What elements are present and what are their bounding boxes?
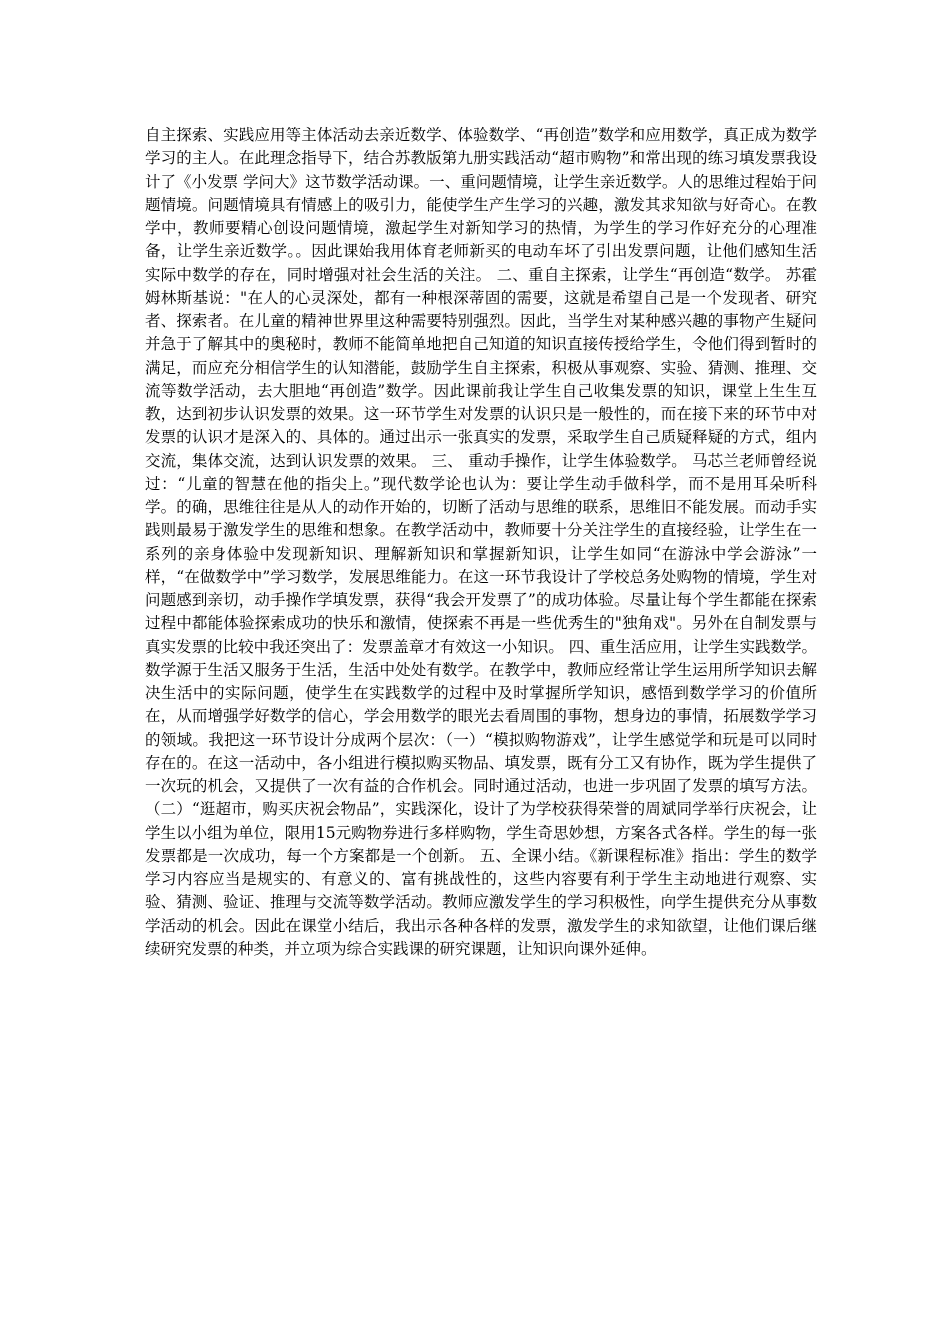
body-paragraph: 自主探索、实践应用等主体活动去亲近数学、体验数学、“再创造”数学和应用数学，真正成为数学学习的主人。在此理念指导下，结合苏教版第九册实践活动“超市购物”和常出现的练习填发票我设计了《小发票 学问大》这节数学活动课。一、重问题情境，让学生亲近数学。人的思维过程始于问题情境。问题情境具有情感上的吸引力，能使学生产生学习的兴趣，激发其求知欲与好奇心。在教学中，教师要精心创设问题情境，激起学生对新知学习的热情，为学生的学习作好充分的心理准备，让学生亲近数学。。因此课始我用体育老师新买的电动车坏了引出发票问题，让他们感知生活实际中数学的存在，同时增强对社会生活的关注。 二、重自主探索，让学生“再创造“数学。 苏霍姆林斯基说："在人的心灵深处，都有一种根深蒂固的需要，这就是希望自己是一个发现者、研究者、探索者。在儿童的精神世界里这种需要特别强烈。因此，当学生对某种感兴趣的事物产生疑问并急于了解其中的奥秘时，教师不能简单地把自己知道的知识直接传授给学生，令他们得到暂时的满足，而应充分相信学生的认知潜能，鼓励学生自主探索，积极从事观察、实验、猜测、推理、交流等数学活动，去大胆地“再创造”数学。因此课前我让学生自己收集发票的知识，课堂上生生互教，达到初步认识发票的效果。这一环节学生对发票的认识只是一般性的，而在接下来的环节中对发票的认识才是深入的、具体的。通过出示一张真实的发票，采取学生自己质疑释疑的方式，组内交流，集体交流，达到认识发票的效果。 三、 重动手操作，让学生体验数学。 马芯兰老师曾经说过：“儿童的智慧在他的指尖上。”现代数学论也认为：要让学生动手做科学，而不是用耳朵听科学。的确，思维往往是从人的动作开始的，切断了活动与思维的联系，思维旧不能发展。而动手实践则最易于激发学生的思维和想象。在教学活动中，教师要十分关注学生的直接经验，让学生在一系列的亲身体验中发现新知识、理解新知识和掌握新知识，让学生如同“在游泳中学会游泳”一样，“在做数学中”学习数学，发展思维能力。在这一环节我设计了学校总务处购物的情境，学生对问题感到亲切，动手操作学填发票，获得“我会开发票了”的成功体验。尽量让每个学生都能在探索过程中都能体验探索成功的快乐和激情，使探索不再是一些优秀生的"独角戏"。另外在自制发票与真实发票的比较中我还突出了：发票盖章才有效这一小知识。 四、重生活应用，让学生实践数学。数学源于生活又服务于生活，生活中处处有数学。在教学中，教师应经常让学生运用所学知识去解决生活中的实际问题，使学生在实践数学的过程中及时掌握所学知识，感悟到数学学习的价值所在，从而增强学好数学的信心，学会用数学的眼光去看周围的事物，想身边的事情，拓展数学学习的领域。我把这一环节设计分成两个层次：（一）“模拟购物游戏”，让学生感觉学和玩是可以同时存在的。在这一活动中，各小组进行模拟购买物品、填发票，既有分工又有协作，既为学生提供了一次玩的机会，又提供了一次有益的合作机会。同时通过活动，也进一步巩固了发票的填写方法。（二）“逛超市，购买庆祝会物品”，实践深化，设计了为学校获得荣誉的周斌同学举行庆祝会，让学生以小组为单位，限用15元购物券进行多样购物，学生奇思妙想，方案各式各样。学生的每一张发票都是一次成功，每一个方案都是一个创新。 五、全课小结。《新课程标准》指出：学生的数学学习内容应当是规实的、有意义的、富有挑战性的，这些内容要有利于学生主动地进行观察、实验、猜测、验证、推理与交流等数学活动。教师应激发学生的学习积极性，向学生提供充分从事数学活动的机会。因此在课堂小结后，我出示各种各样的发票，激发学生的求知欲望，让他们课后继续研究发票的种类，并立项为综合实践课的研究课题，让知识向课外延伸。 [145,126,817,958]
